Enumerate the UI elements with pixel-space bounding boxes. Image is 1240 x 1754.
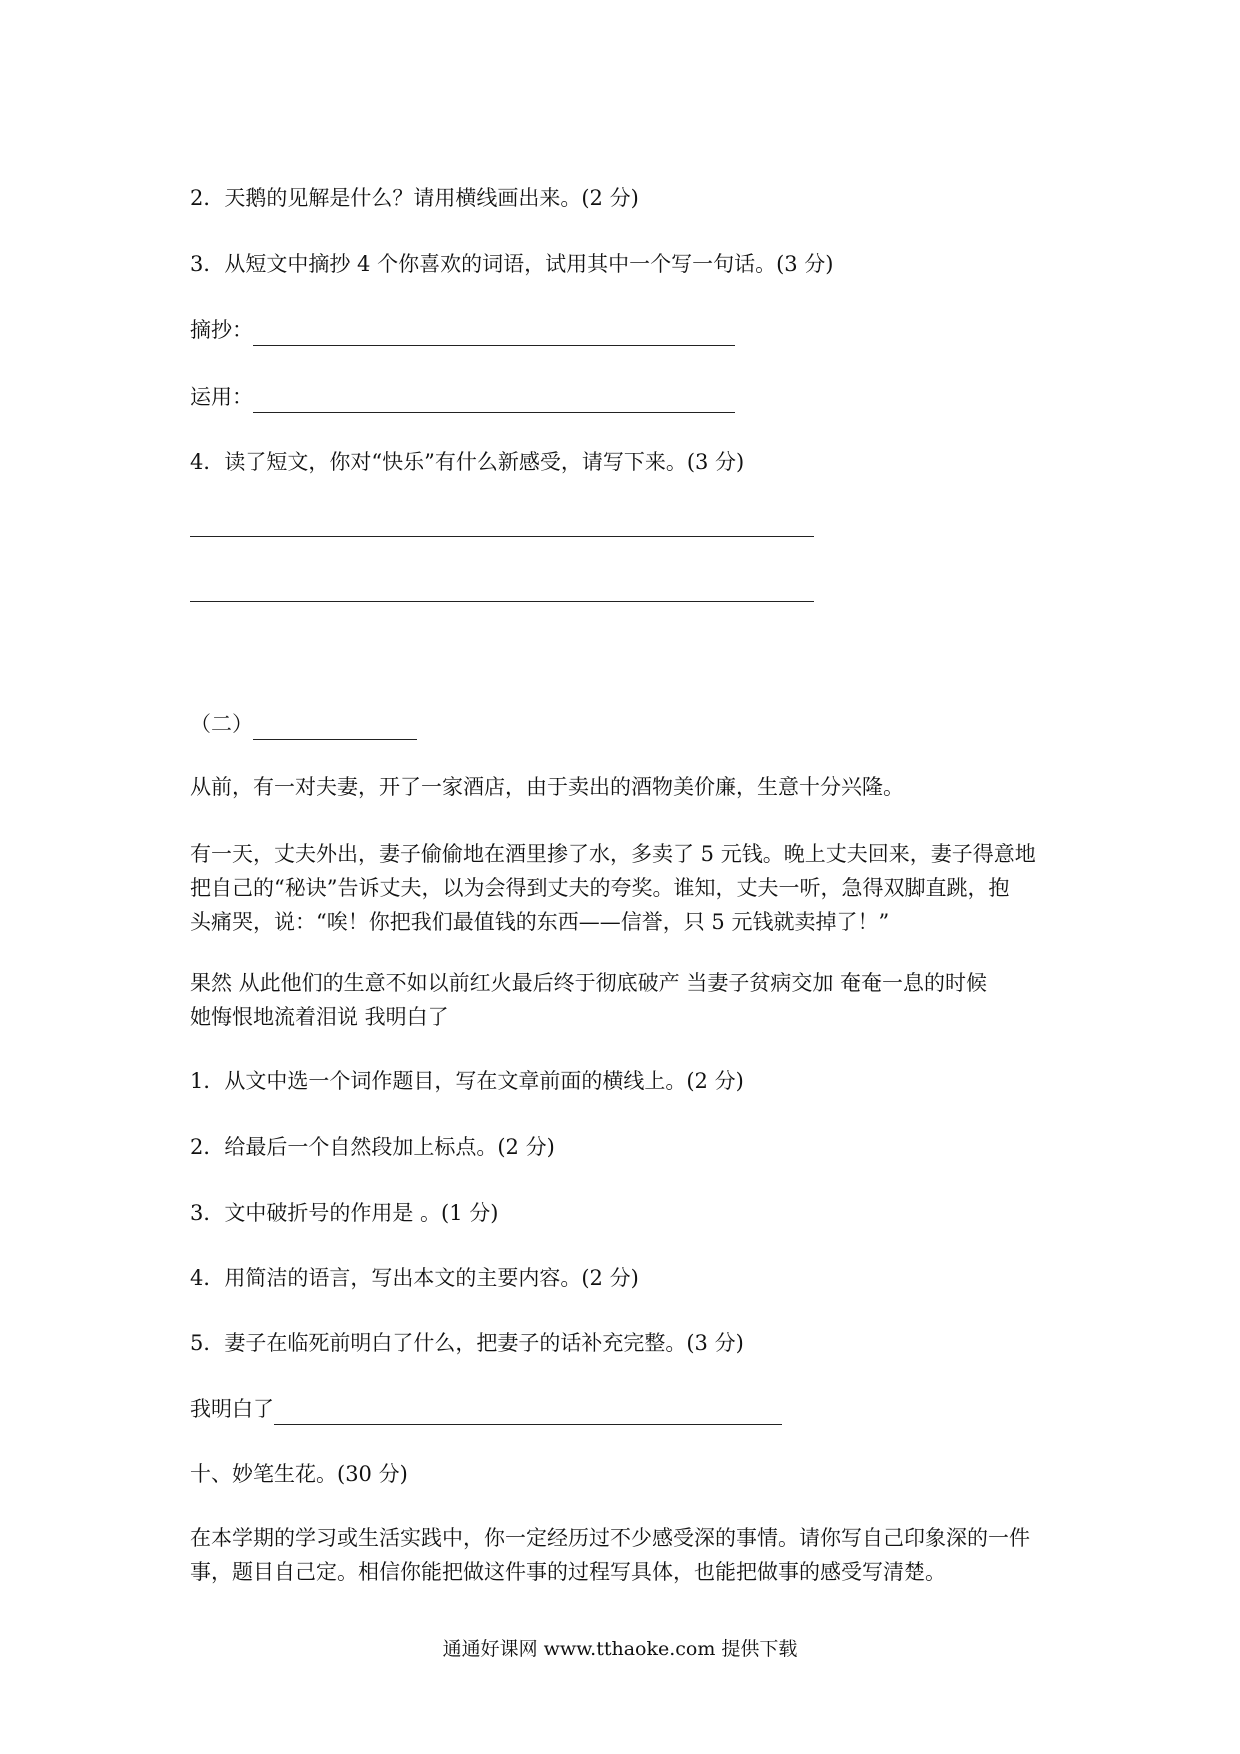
- prompt-line: 事，题目自己定。相信你能把做这件事的过程写具体，也能把做事的感受写清楚。: [190, 1560, 946, 1584]
- part2-question-4: 4．用简洁的语言，写出本文的主要内容。(2 分): [190, 1266, 639, 1290]
- part2-question-2: 2．给最后一个自然段加上标点。(2 分): [190, 1135, 555, 1159]
- story-line: 有一天，丈夫外出，妻子偷偷地在酒里掺了水，多卖了 5 元钱。晚上丈夫回来，妻子得意地: [190, 842, 1036, 866]
- answer-row: [190, 1393, 782, 1425]
- section-10-title: 十、妙笔生花。(30 分): [190, 1462, 408, 1486]
- usage-label: 运用：: [190, 385, 253, 409]
- writing-prompt: [190, 1521, 1070, 1589]
- footer-credit: 通通好课网 www.tthaoke.com 提供下载: [442, 1638, 798, 1660]
- excerpt-answer-line[interactable]: [253, 321, 735, 346]
- title-answer-line[interactable]: [253, 715, 417, 740]
- story-line: 从前，有一对夫妻，开了一家酒店，由于卖出的酒物美价廉，生意十分兴隆。: [190, 775, 904, 799]
- answer-line-2[interactable]: [190, 601, 814, 602]
- story-paragraph-3: [190, 966, 1070, 1034]
- story-paragraph-1: [190, 770, 1070, 804]
- question-3: 3．从短文中摘抄 4 个你喜欢的词语，试用其中一个写一句话。(3 分): [190, 252, 834, 276]
- part2-question-3: 3．文中破折号的作用是 。(1 分): [190, 1201, 499, 1225]
- answer-line-1[interactable]: [190, 536, 814, 537]
- story-line: 果然 从此他们的生意不如以前红火最后终于彻底破产 当妻子贫病交加 奄奄一息的时候: [190, 971, 988, 995]
- answer-prefix: 我明白了: [190, 1397, 274, 1421]
- story-line: 把自己的“秘诀”告诉丈夫，以为会得到丈夫的夸奖。谁知，丈夫一听，急得双脚直跳，抱: [190, 876, 1010, 900]
- usage-answer-line[interactable]: [253, 388, 735, 413]
- question-2: 2．天鹅的见解是什么？请用横线画出来。(2 分): [190, 186, 639, 210]
- story-line: 头痛哭，说：“唉！你把我们最值钱的东西——信誉，只 5 元钱就卖掉了！”: [190, 910, 890, 934]
- section-2-heading: [190, 708, 417, 740]
- answer-fill-line[interactable]: [274, 1400, 782, 1425]
- usage-row: [190, 381, 735, 413]
- section-2-label: （二）: [190, 712, 253, 736]
- question-4: 4．读了短文，你对“快乐”有什么新感受，请写下来。(3 分): [190, 450, 745, 474]
- excerpt-row: [190, 314, 735, 346]
- part2-question-5: 5．妻子在临死前明白了什么，把妻子的话补充完整。(3 分): [190, 1331, 744, 1355]
- part2-question-1: 1．从文中选一个词作题目，写在文章前面的横线上。(2 分): [190, 1069, 744, 1093]
- excerpt-label: 摘抄：: [190, 318, 253, 342]
- story-line: 她悔恨地流着泪说 我明白了: [190, 1005, 449, 1029]
- story-paragraph-2: [190, 837, 1070, 939]
- prompt-line: 在本学期的学习或生活实践中，你一定经历过不少感受深的事情。请你写自己印象深的一件: [190, 1526, 1030, 1550]
